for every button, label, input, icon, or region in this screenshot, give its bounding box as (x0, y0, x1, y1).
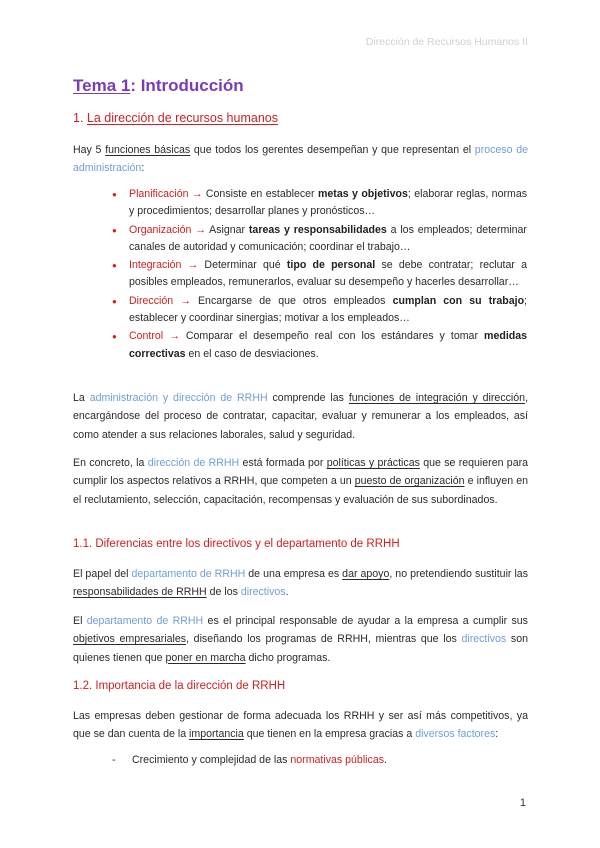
functions-list (112, 186, 527, 364)
text: Las empresas deben gestionar de forma adecuada los RRHH y ser así más competitivos, ya que se dan cuenta de la (73, 710, 528, 741)
intro-paragraph (73, 141, 528, 178)
underlined-term: responsabilidades de RRHH (73, 586, 207, 599)
text: , no pretendiendo sustituir las (389, 568, 528, 580)
text: que se requieren para cumplir los aspectos relativos a RRHH, que competen a un (73, 457, 529, 488)
text: , diseñando los programas de RRHH, mientras que los (186, 633, 462, 646)
dash-marker: - (112, 754, 116, 766)
text: está formada por (239, 457, 327, 469)
function-name: Dirección → (129, 294, 191, 307)
text: comprende las (267, 392, 349, 404)
list-item (112, 293, 527, 328)
text: en el caso de desviaciones. (185, 347, 319, 360)
text: Determinar qué (198, 259, 287, 272)
text: : (141, 162, 145, 175)
underlined-term: funciones de integración y dirección (348, 392, 526, 404)
text: son quienes tienen que (73, 633, 528, 664)
running-header: Dirección de Recursos Humanos II (365, 36, 528, 48)
bold-term: medidas correctivas (129, 330, 528, 360)
list-item (112, 222, 527, 257)
page-number: 1 (519, 797, 526, 809)
section-number: 1. (73, 111, 87, 125)
text: En concreto, la (73, 457, 148, 469)
highlight-term: directivos (461, 633, 507, 646)
bold-term: tareas y responsabilidades (248, 223, 387, 236)
list-item (112, 186, 527, 221)
text: es el principal responsable de ayudar a la empresa a cumplir sus (203, 615, 528, 627)
underlined-term: objetivos empresariales (73, 633, 187, 646)
text: se debe contratar; reclutar a posibles empleados, remunerarlos, evaluar su desempeño y hacerles desarrollar… (129, 259, 527, 289)
section-heading-1 (73, 111, 278, 125)
paragraph-responsable (73, 612, 528, 667)
text: , encargándose del proceso de contratar, capacitar, evaluar y remunerar a los empleados, así como atender a sus relaciones laborales, salud y seguridad. (73, 392, 529, 441)
function-name: Planificación → (129, 188, 203, 200)
underlined-term: poner en marcha (165, 651, 246, 664)
text: La (73, 392, 90, 404)
function-name: Integración → (129, 259, 199, 272)
text: a los empleados; determinar canales de autoridad y comunicación; coordinar el trabajo… (129, 223, 527, 253)
text: Hay 5 (73, 144, 106, 156)
highlight-term: departamento de RRHH (86, 615, 204, 627)
title-rest: : Introducción (130, 76, 244, 95)
paragraph-administracion (73, 389, 528, 444)
underlined-term: políticas y prácticas (326, 457, 420, 469)
text: que todos los gerentes desempeñan y que representan el (190, 144, 475, 156)
dash-list-item (112, 751, 387, 769)
function-name: Control → (129, 330, 180, 343)
section-heading-1-1: 1.1. Diferencias entre los directivos y el departamento de RRHH (73, 538, 400, 550)
text: : (495, 728, 499, 741)
text: Crecimiento y complejidad de las (132, 754, 291, 766)
text: Consiste en establecer (202, 188, 318, 200)
list-item (112, 257, 527, 292)
text: e influyen en el reclutamiento, selección, capacitación, recompensas y evaluación de sus subordinados. (73, 475, 528, 506)
list-item (112, 328, 527, 363)
text: que tienen en la empresa gracias a (243, 728, 416, 741)
text: de los (206, 586, 241, 599)
text: Asignar (205, 223, 249, 236)
function-name: Organización → (129, 223, 206, 236)
text: Comparar el desempeño real con los estándares y tomar (179, 330, 485, 343)
highlight-term: proceso de administración (73, 144, 528, 175)
highlight-term: directivos (240, 586, 286, 599)
highlight-term: diversos factores (415, 728, 496, 741)
paragraph-importancia (73, 707, 528, 744)
text: . (285, 586, 289, 599)
page-title (73, 76, 244, 96)
title-label: Tema 1 (73, 76, 131, 95)
text: El (73, 615, 87, 627)
section-heading-1-2: 1.2. Importancia de la dirección de RRHH (73, 680, 286, 692)
paragraph-direccion (73, 454, 528, 509)
bold-term: cumplan con su trabajo (392, 294, 525, 307)
highlight-term: normativas públicas (290, 754, 385, 766)
underlined-term: importancia (189, 728, 244, 741)
underlined-term: dar apoyo (342, 568, 390, 580)
bold-term: metas y objetivos (318, 188, 408, 200)
highlight-term: administración y dirección de RRHH (89, 392, 268, 404)
paragraph-departamento (73, 565, 528, 602)
underlined-term: puesto de organización (354, 475, 465, 488)
text: . (384, 754, 387, 766)
highlight-term: dirección de RRHH (147, 457, 240, 469)
highlight-term: departamento de RRHH (131, 568, 246, 580)
text: ; establecer y coordinar sinergias; motivar a los empleados… (129, 294, 527, 325)
bold-term: tipo de personal (286, 259, 376, 272)
text: de una empresa es (245, 568, 343, 580)
text: ; elaborar reglas, normas y procedimientos; desarrollar planes y pronósticos… (129, 188, 528, 218)
text: El papel del (73, 568, 132, 580)
text: dicho programas. (245, 651, 331, 664)
underlined-term: funciones básicas (105, 144, 191, 156)
text: Encargarse de que otros empleados (190, 294, 393, 307)
section-label: La dirección de recursos humanos (86, 111, 278, 125)
